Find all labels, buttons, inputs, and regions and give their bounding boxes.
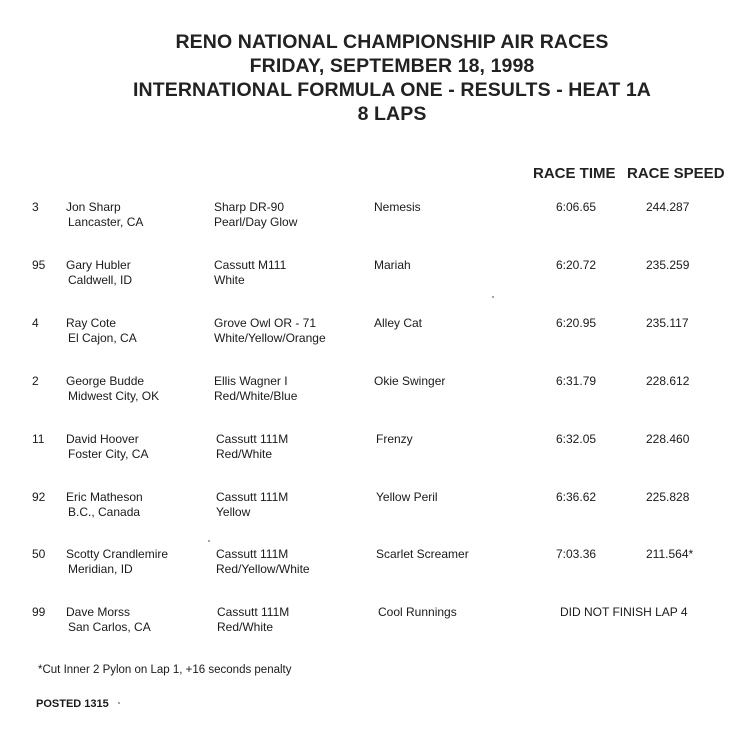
aircraft-cell [214,258,286,288]
aircraft-model: Cassutt 111M [216,547,289,561]
aircraft-model: Grove Owl OR - 71 [214,316,317,330]
pilot-name: Dave Morss [66,605,131,619]
race-time: 6:20.95 [556,316,597,330]
aircraft-model: Cassutt 111M [216,432,289,446]
race-time: 7:03.36 [556,547,597,561]
race-number: 3 [32,200,39,214]
result-row [0,490,750,534]
plane-name: Yellow Peril [376,490,438,504]
race-speed: 235.259 [646,258,690,272]
pilot-name: Eric Matheson [66,490,143,504]
document-header [0,30,750,126]
race-number: 4 [32,316,39,330]
pilot-name: Ray Cote [66,316,117,330]
plane-name: Cool Runnings [378,605,457,619]
header-line-class: INTERNATIONAL FORMULA ONE - RESULTS - HEAT 1A [133,79,651,101]
race-speed: 228.612 [646,374,690,388]
aircraft-colors: White/Yellow/Orange [214,331,326,345]
aircraft-model: Cassutt 111M [217,605,290,619]
pilot-cell [66,490,143,520]
race-speed: 244.287 [646,200,690,214]
aircraft-model: Cassutt M111 [214,258,287,272]
pilot-hometown: San Carlos, CA [68,620,151,634]
aircraft-model: Sharp DR-90 [214,200,285,214]
plane-name: Frenzy [376,432,413,446]
aircraft-cell [214,316,326,346]
pilot-hometown: Midwest City, OK [68,389,160,403]
race-speed: 225.828 [646,490,690,504]
pilot-name: David Hoover [66,432,139,446]
dnf-status: DID NOT FINISH LAP 4 [560,605,688,619]
pilot-hometown: Meridian, ID [68,562,133,576]
pilot-cell [66,258,132,288]
race-speed: 228.460 [646,432,690,446]
aircraft-cell [217,605,289,635]
result-row [0,374,750,418]
scan-speck [118,702,120,704]
pilot-cell [66,432,148,462]
pilot-cell [66,605,151,635]
result-row [0,200,750,244]
plane-name: Mariah [374,258,411,272]
pilot-name: Gary Hubler [66,258,131,272]
column-header-race-time: RACE TIME [533,165,616,182]
aircraft-cell [216,490,288,520]
header-line-event: RENO NATIONAL CHAMPIONSHIP AIR RACES [175,31,609,53]
header-line-date: FRIDAY, SEPTEMBER 18, 1998 [249,55,535,77]
pilot-cell [66,374,159,404]
aircraft-colors: Red/White/Blue [214,389,298,403]
race-time: 6:31.79 [556,374,597,388]
plane-name: Nemesis [374,200,421,214]
race-number: 99 [32,605,46,619]
pilot-cell [66,200,143,230]
header-line-laps: 8 LAPS [357,103,427,125]
aircraft-colors: Yellow [216,505,251,519]
race-speed: 211.564* [646,547,694,561]
aircraft-cell [214,200,297,230]
pilot-hometown: B.C., Canada [68,505,141,519]
race-number: 50 [32,547,46,561]
aircraft-cell [214,374,297,404]
aircraft-model: Cassutt 111M [216,490,289,504]
pilot-name: Jon Sharp [66,200,121,214]
aircraft-cell [216,432,288,462]
penalty-footnote: *Cut Inner 2 Pylon on Lap 1, +16 seconds penalty [38,664,292,676]
race-time: 6:20.72 [556,258,597,272]
race-time: 6:06.65 [556,200,597,214]
result-row [0,316,750,360]
plane-name: Alley Cat [374,316,423,330]
pilot-name: George Budde [66,374,145,388]
pilot-name: Scotty Crandlemire [66,547,169,561]
column-header-race-speed: RACE SPEED [627,165,725,182]
aircraft-colors: Red/White [216,447,273,461]
pilot-hometown: Lancaster, CA [68,215,144,229]
plane-name: Scarlet Screamer [376,547,469,561]
race-number: 11 [32,432,45,446]
result-row [0,432,750,476]
plane-name: Okie Swinger [374,374,446,388]
race-time: 6:32.05 [556,432,597,446]
posted-time: POSTED 1315 [36,698,109,710]
race-number: 92 [32,490,46,504]
result-row-dnf [0,605,750,649]
result-row [0,258,750,302]
race-number: 95 [32,258,46,272]
aircraft-cell [216,547,310,577]
aircraft-colors: White [214,273,245,287]
scan-speck [208,540,210,542]
pilot-hometown: Foster City, CA [68,447,149,461]
race-time: 6:36.62 [556,490,597,504]
pilot-cell [66,316,137,346]
scan-speck [492,296,494,298]
aircraft-model: Ellis Wagner I [214,374,288,388]
race-speed: 235.117 [646,316,689,330]
pilot-cell [66,547,168,577]
pilot-hometown: El Cajon, CA [68,331,137,345]
aircraft-colors: Pearl/Day Glow [214,215,298,229]
race-number: 2 [32,374,39,388]
aircraft-colors: Red/White [217,620,274,634]
result-row [0,547,750,591]
aircraft-colors: Red/Yellow/White [216,562,310,576]
pilot-hometown: Caldwell, ID [68,273,133,287]
